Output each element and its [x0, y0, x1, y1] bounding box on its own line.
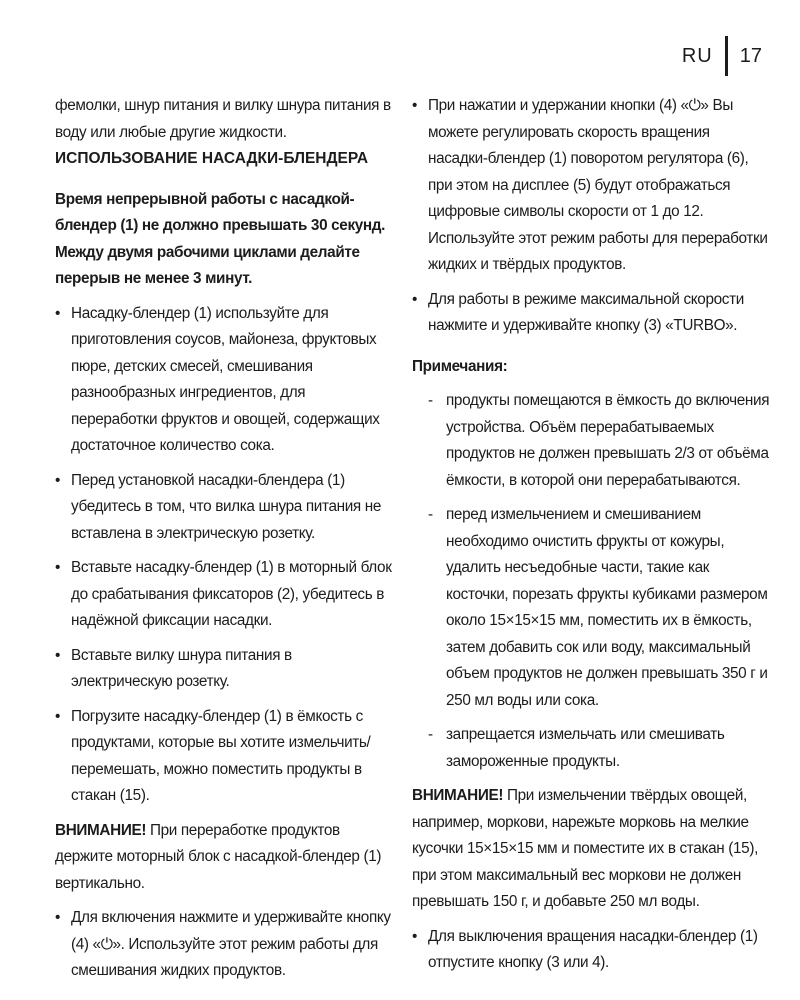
list-item: • Вставьте насадку-блендер (1) в моторный блок до срабатывания фиксаторов (2), убедитесь в надёжной фиксации насадки.	[55, 555, 393, 635]
list-item: • Для выключения вращения насадки-блендер (1) отпустите кнопку (3 или 4).	[412, 924, 770, 977]
list-item: - запрещается измельчать или смешивать замороженные продукты.	[428, 722, 770, 775]
right-column	[412, 93, 770, 977]
attention-label: ВНИМАНИЕ!	[412, 787, 504, 804]
language-label: RU	[681, 44, 713, 67]
list-item: • Для включения нажмите и удерживайте кнопку (4) «⏻». Используйте этот режим работы для смешивания жидких продуктов.	[55, 905, 393, 985]
list-item: • Вставьте вилку шнура питания в электрическую розетку.	[55, 643, 393, 696]
stop-bullet-list	[412, 924, 770, 977]
list-item: • При нажатии и удержании кнопки (4) «⏻» Вы можете регулировать скорость вращения насадки-блендер (1) поворотом регулятора (6), при этом на дисплее (5) будут отображаться цифровые символы скорости от 1 до 12. Используйте этот режим работы для переработки жидких и твёрдых продуктов.	[412, 93, 770, 279]
page-header	[682, 36, 762, 76]
usage-bullet-list-2	[55, 905, 393, 985]
list-item: • Перед установкой насадки-блендера (1) убедитесь в том, что вилка шнура питания не вставлена в электрическую розетку.	[55, 468, 393, 548]
page-number: 17	[739, 44, 762, 67]
intro-paragraph: фемолки, шнур питания и вилку шнура питания в воду или любые другие жидкости.	[55, 97, 391, 141]
bold-warning: Время непрерывной работы с насадкой-блендер (1) не должно превышать 30 секунд. Между двумя рабочими циклами делайте перерыв не менее 3 минут.	[55, 190, 386, 287]
notes-title: Примечания:	[412, 357, 508, 375]
section-title: ИСПОЛЬЗОВАНИЕ НАСАДКИ-БЛЕНДЕРА	[55, 150, 369, 167]
attention-paragraph	[412, 783, 770, 916]
list-item: - перед измельчением и смешиванием необходимо очистить фрукты от кожуры, удалить несъедобные части, такие как косточки, порезать фрукты кубиками размером около 15×15×15 мм, поместить их в ёмкость, затем добавить сок или воду, максимальный объем продуктов не должен превышать 350 г и 250 мл воды или сока.	[428, 502, 770, 714]
attention-label: ВНИМАНИЕ!	[55, 821, 147, 839]
notes-list	[412, 388, 770, 775]
usage-bullet-list	[55, 301, 393, 810]
speed-bullet-list	[412, 93, 770, 340]
list-item: • Для работы в режиме максимальной скорости нажмите и удерживайте кнопку (3) «TURBO».	[412, 287, 770, 340]
list-item: • Погрузите насадку-блендер (1) в ёмкость с продуктами, которые вы хотите измельчить/перемешать, можно поместить продукты в стакан (15).	[55, 704, 393, 810]
list-item: - продукты помещаются в ёмкость до включения устройства. Объём перерабатываемых продуктов не должен превышать 2/3 от объёма ёмкости, в которой они перерабатываются.	[428, 388, 770, 494]
left-column	[55, 93, 393, 985]
attention-text: При измельчении твёрдых овощей, например, моркови, нарежьте морковь на мелкие кусочки 15×15×15 мм и поместите их в стакан (15), при этом максимальный вес моркови не должен превышать 150 г, и добавьте 250 мл воды.	[412, 787, 758, 910]
attention-text: При переработке продуктов держите моторный блок с насадкой-блендер (1) вертикально.	[55, 821, 382, 892]
attention-paragraph	[55, 818, 393, 898]
list-item: • Насадку-блендер (1) используйте для приготовления соусов, майонеза, фруктовых пюре, детских смесей, смешивания разнообразных ингредиентов, для переработки фруктов и овощей, содержащих достаточное количество сока.	[55, 301, 393, 460]
